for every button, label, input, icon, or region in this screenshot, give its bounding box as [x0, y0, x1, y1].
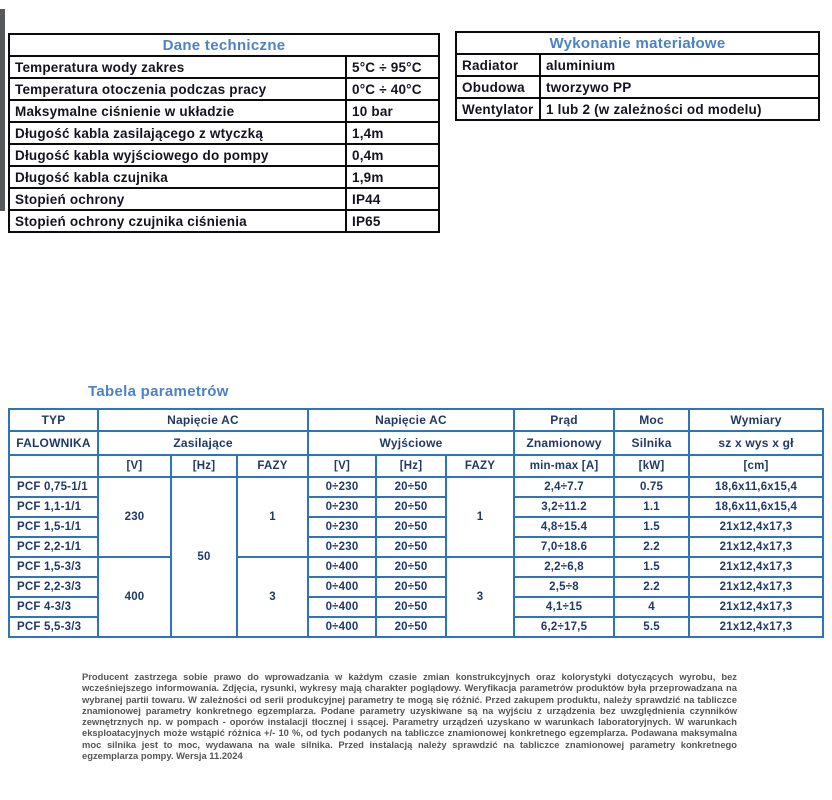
- cell-power: 2.2: [614, 577, 689, 597]
- cell-dimensions: 21x12,4x17,3: [689, 517, 823, 537]
- cell-in-voltage-230: 230: [98, 477, 171, 557]
- table-row: [9, 122, 439, 144]
- cell-power: 5.5: [614, 617, 689, 637]
- header-znamionowy: Znamionowy: [514, 431, 614, 455]
- technical-data-table: [8, 33, 440, 233]
- material-row-value: 1 lub 2 (w zależności od modelu): [540, 98, 819, 120]
- params-header-row-3: [9, 455, 823, 477]
- cell-dimensions: 18,6x11,6x15,4: [689, 477, 823, 497]
- header-minmax: min-max [A]: [514, 455, 614, 477]
- cell-in-hz-50: 50: [171, 477, 237, 637]
- left-edge-artifact: [0, 9, 5, 211]
- tech-row-value: 5°C ÷ 95°C: [346, 56, 439, 78]
- cell-power: 1.1: [614, 497, 689, 517]
- cell-current: 2,5÷8: [514, 577, 614, 597]
- tech-row-label: Stopień ochrony czujnika ciśnienia: [9, 210, 346, 232]
- cell-current: 4,8÷15.4: [514, 517, 614, 537]
- cell-power: 2.2: [614, 537, 689, 557]
- material-table-title: Wykonanie materiałowe: [456, 32, 819, 54]
- cell-current: 3,2÷11.2: [514, 497, 614, 517]
- material-row-value: aluminium: [540, 54, 819, 76]
- cell-power: 1.5: [614, 517, 689, 537]
- disclaimer-text: Producent zastrzega sobie prawo do wprowadzania w każdym czasie zmian konstrukcyjnych oraz kolorystyki dotyczących wyrobu, bez wcześniejszego informowania. Zdjęcia, rysunki, wykresy mają charakter poglądowy. Weryfikacja parametrów produktów była przeprowadzana na wybranej partii towaru. W zależności od serii produkcyjnej parametry te mogą się różnić. Przed zakupem produktu, należy sprawdzić na tabliczce znamionowej parametry konkretnego egzemplarza. Podane parametry uzyskiwane są na wyjściu z urządzenia bez uwzględnienia czynników zewnętrznych np. w pompach - oporów instalacji tłocznej i ssącej. Parametry urządzeń uzyskano w warunkach laboratoryjnych. W warunkach eksploatacyjnych może wstąpić różnica +/- 10 %, od tych podanych na tabliczce znamionowej konkretnego egzemplarza. Podawana maksymalna moc silnika jest to moc, wydawana na wale silnika. Przed instalacją należy sprawdzić na tabliczce znamionowej parametry konkretnego egzemplarza pompy. Wersja 11.2024: [82, 671, 737, 762]
- header-fazy: FAZY: [237, 455, 308, 477]
- tech-row-value: 0°C ÷ 40°C: [346, 78, 439, 100]
- params-header-row-1: [9, 409, 823, 431]
- cell-out-hz: 20÷50: [376, 617, 446, 637]
- header-falownika: FALOWNIKA: [9, 431, 98, 455]
- cell-power: 4: [614, 597, 689, 617]
- material-row-label: Radiator: [456, 54, 540, 76]
- cell-typ: PCF 5,5-3/3: [9, 617, 98, 637]
- cell-out-hz: 20÷50: [376, 537, 446, 557]
- header-silnika: Silnika: [614, 431, 689, 455]
- header-power: Moc: [614, 409, 689, 431]
- cell-out-hz: 20÷50: [376, 597, 446, 617]
- cell-out-voltage: 0÷400: [308, 597, 376, 617]
- cell-typ: PCF 1,5-1/1: [9, 517, 98, 537]
- cell-out-voltage: 0÷230: [308, 517, 376, 537]
- header-unit-hz: [Hz]: [376, 455, 446, 477]
- parameters-table: [8, 408, 824, 638]
- tech-row-label: Długość kabla czujnika: [9, 166, 346, 188]
- header-unit-kw: [kW]: [614, 455, 689, 477]
- cell-out-voltage: 0÷400: [308, 557, 376, 577]
- cell-out-hz: 20÷50: [376, 577, 446, 597]
- cell-current: 2,2÷6,8: [514, 557, 614, 577]
- table-row: [9, 210, 439, 232]
- table-row: [9, 144, 439, 166]
- header-unit-v: [V]: [308, 455, 376, 477]
- tech-row-label: Długość kabla wyjściowego do pompy: [9, 144, 346, 166]
- cell-out-voltage: 0÷230: [308, 497, 376, 517]
- tech-row-label: Stopień ochrony: [9, 188, 346, 210]
- header-dimensions: Wymiary: [689, 409, 823, 431]
- cell-out-hz: 20÷50: [376, 517, 446, 537]
- cell-out-hz: 20÷50: [376, 557, 446, 577]
- material-row-label: Obudowa: [456, 76, 540, 98]
- table-row: [456, 54, 819, 76]
- material-row-value: tworzywo PP: [540, 76, 819, 98]
- header-unit-hz: [Hz]: [171, 455, 237, 477]
- params-table-title: Tabela parametrów: [88, 383, 229, 400]
- cell-out-hz: 20÷50: [376, 477, 446, 497]
- table-row: [9, 188, 439, 210]
- table-row: [9, 166, 439, 188]
- table-row: [456, 98, 819, 120]
- cell-typ: PCF 4-3/3: [9, 597, 98, 617]
- tech-row-label: Maksymalne ciśnienie w układzie: [9, 100, 346, 122]
- cell-current: 4,1÷15: [514, 597, 614, 617]
- tech-row-label: Temperatura otoczenia podczas pracy: [9, 78, 346, 100]
- cell-out-phases-3: 3: [446, 557, 514, 637]
- tech-row-value: 1,4m: [346, 122, 439, 144]
- cell-power: 0.75: [614, 477, 689, 497]
- tech-row-label: Długość kabla zasilającego z wtyczką: [9, 122, 346, 144]
- table-row: [9, 100, 439, 122]
- cell-dimensions: 21x12,4x17,3: [689, 617, 823, 637]
- cell-dimensions: 18,6x11,6x15,4: [689, 497, 823, 517]
- header-szwysgl: sz x wys x gł: [689, 431, 823, 455]
- cell-in-voltage-400: 400: [98, 557, 171, 637]
- cell-out-phases-1: 1: [446, 477, 514, 557]
- params-header-row-2: [9, 431, 823, 455]
- header-ac-supply: Napięcie AC: [98, 409, 308, 431]
- cell-typ: PCF 0,75-1/1: [9, 477, 98, 497]
- cell-out-voltage: 0÷230: [308, 537, 376, 557]
- technical-data-title: Dane techniczne: [9, 34, 439, 56]
- header-zasilajace: Zasilające: [98, 431, 308, 455]
- cell-power: 1.5: [614, 557, 689, 577]
- cell-current: 2,4÷7.7: [514, 477, 614, 497]
- cell-typ: PCF 1,5-3/3: [9, 557, 98, 577]
- header-unit-v: [V]: [98, 455, 171, 477]
- header-wyjsciowe: Wyjściowe: [308, 431, 514, 455]
- tech-row-value: 0,4m: [346, 144, 439, 166]
- tech-row-value: IP65: [346, 210, 439, 232]
- header-typ: TYP: [9, 409, 98, 431]
- table-row: [456, 76, 819, 98]
- cell-out-voltage: 0÷230: [308, 477, 376, 497]
- table-row: [9, 78, 439, 100]
- cell-in-phases-1: 1: [237, 477, 308, 557]
- header-fazy: FAZY: [446, 455, 514, 477]
- cell-current: 6,2÷17,5: [514, 617, 614, 637]
- table-row: [9, 56, 439, 78]
- cell-out-hz: 20÷50: [376, 497, 446, 517]
- cell-dimensions: 21x12,4x17,3: [689, 597, 823, 617]
- cell-typ: PCF 1,1-1/1: [9, 497, 98, 517]
- tech-row-value: 10 bar: [346, 100, 439, 122]
- tech-row-value: IP44: [346, 188, 439, 210]
- cell-typ: PCF 2,2-3/3: [9, 577, 98, 597]
- cell-out-voltage: 0÷400: [308, 577, 376, 597]
- material-table: [455, 31, 820, 121]
- cell-dimensions: 21x12,4x17,3: [689, 577, 823, 597]
- header-current: Prąd: [514, 409, 614, 431]
- table-row: [9, 557, 823, 577]
- tech-row-label: Temperatura wody zakres: [9, 56, 346, 78]
- cell-dimensions: 21x12,4x17,3: [689, 537, 823, 557]
- table-row: [9, 477, 823, 497]
- material-row-label: Wentylator: [456, 98, 540, 120]
- header-ac-output: Napięcie AC: [308, 409, 514, 431]
- cell-in-phases-3: 3: [237, 557, 308, 637]
- tech-row-value: 1,9m: [346, 166, 439, 188]
- cell-typ: PCF 2,2-1/1: [9, 537, 98, 557]
- header-empty: [9, 455, 98, 477]
- header-unit-cm: [cm]: [689, 455, 823, 477]
- cell-dimensions: 21x12,4x17,3: [689, 557, 823, 577]
- cell-out-voltage: 0÷400: [308, 617, 376, 637]
- cell-current: 7,0÷18.6: [514, 537, 614, 557]
